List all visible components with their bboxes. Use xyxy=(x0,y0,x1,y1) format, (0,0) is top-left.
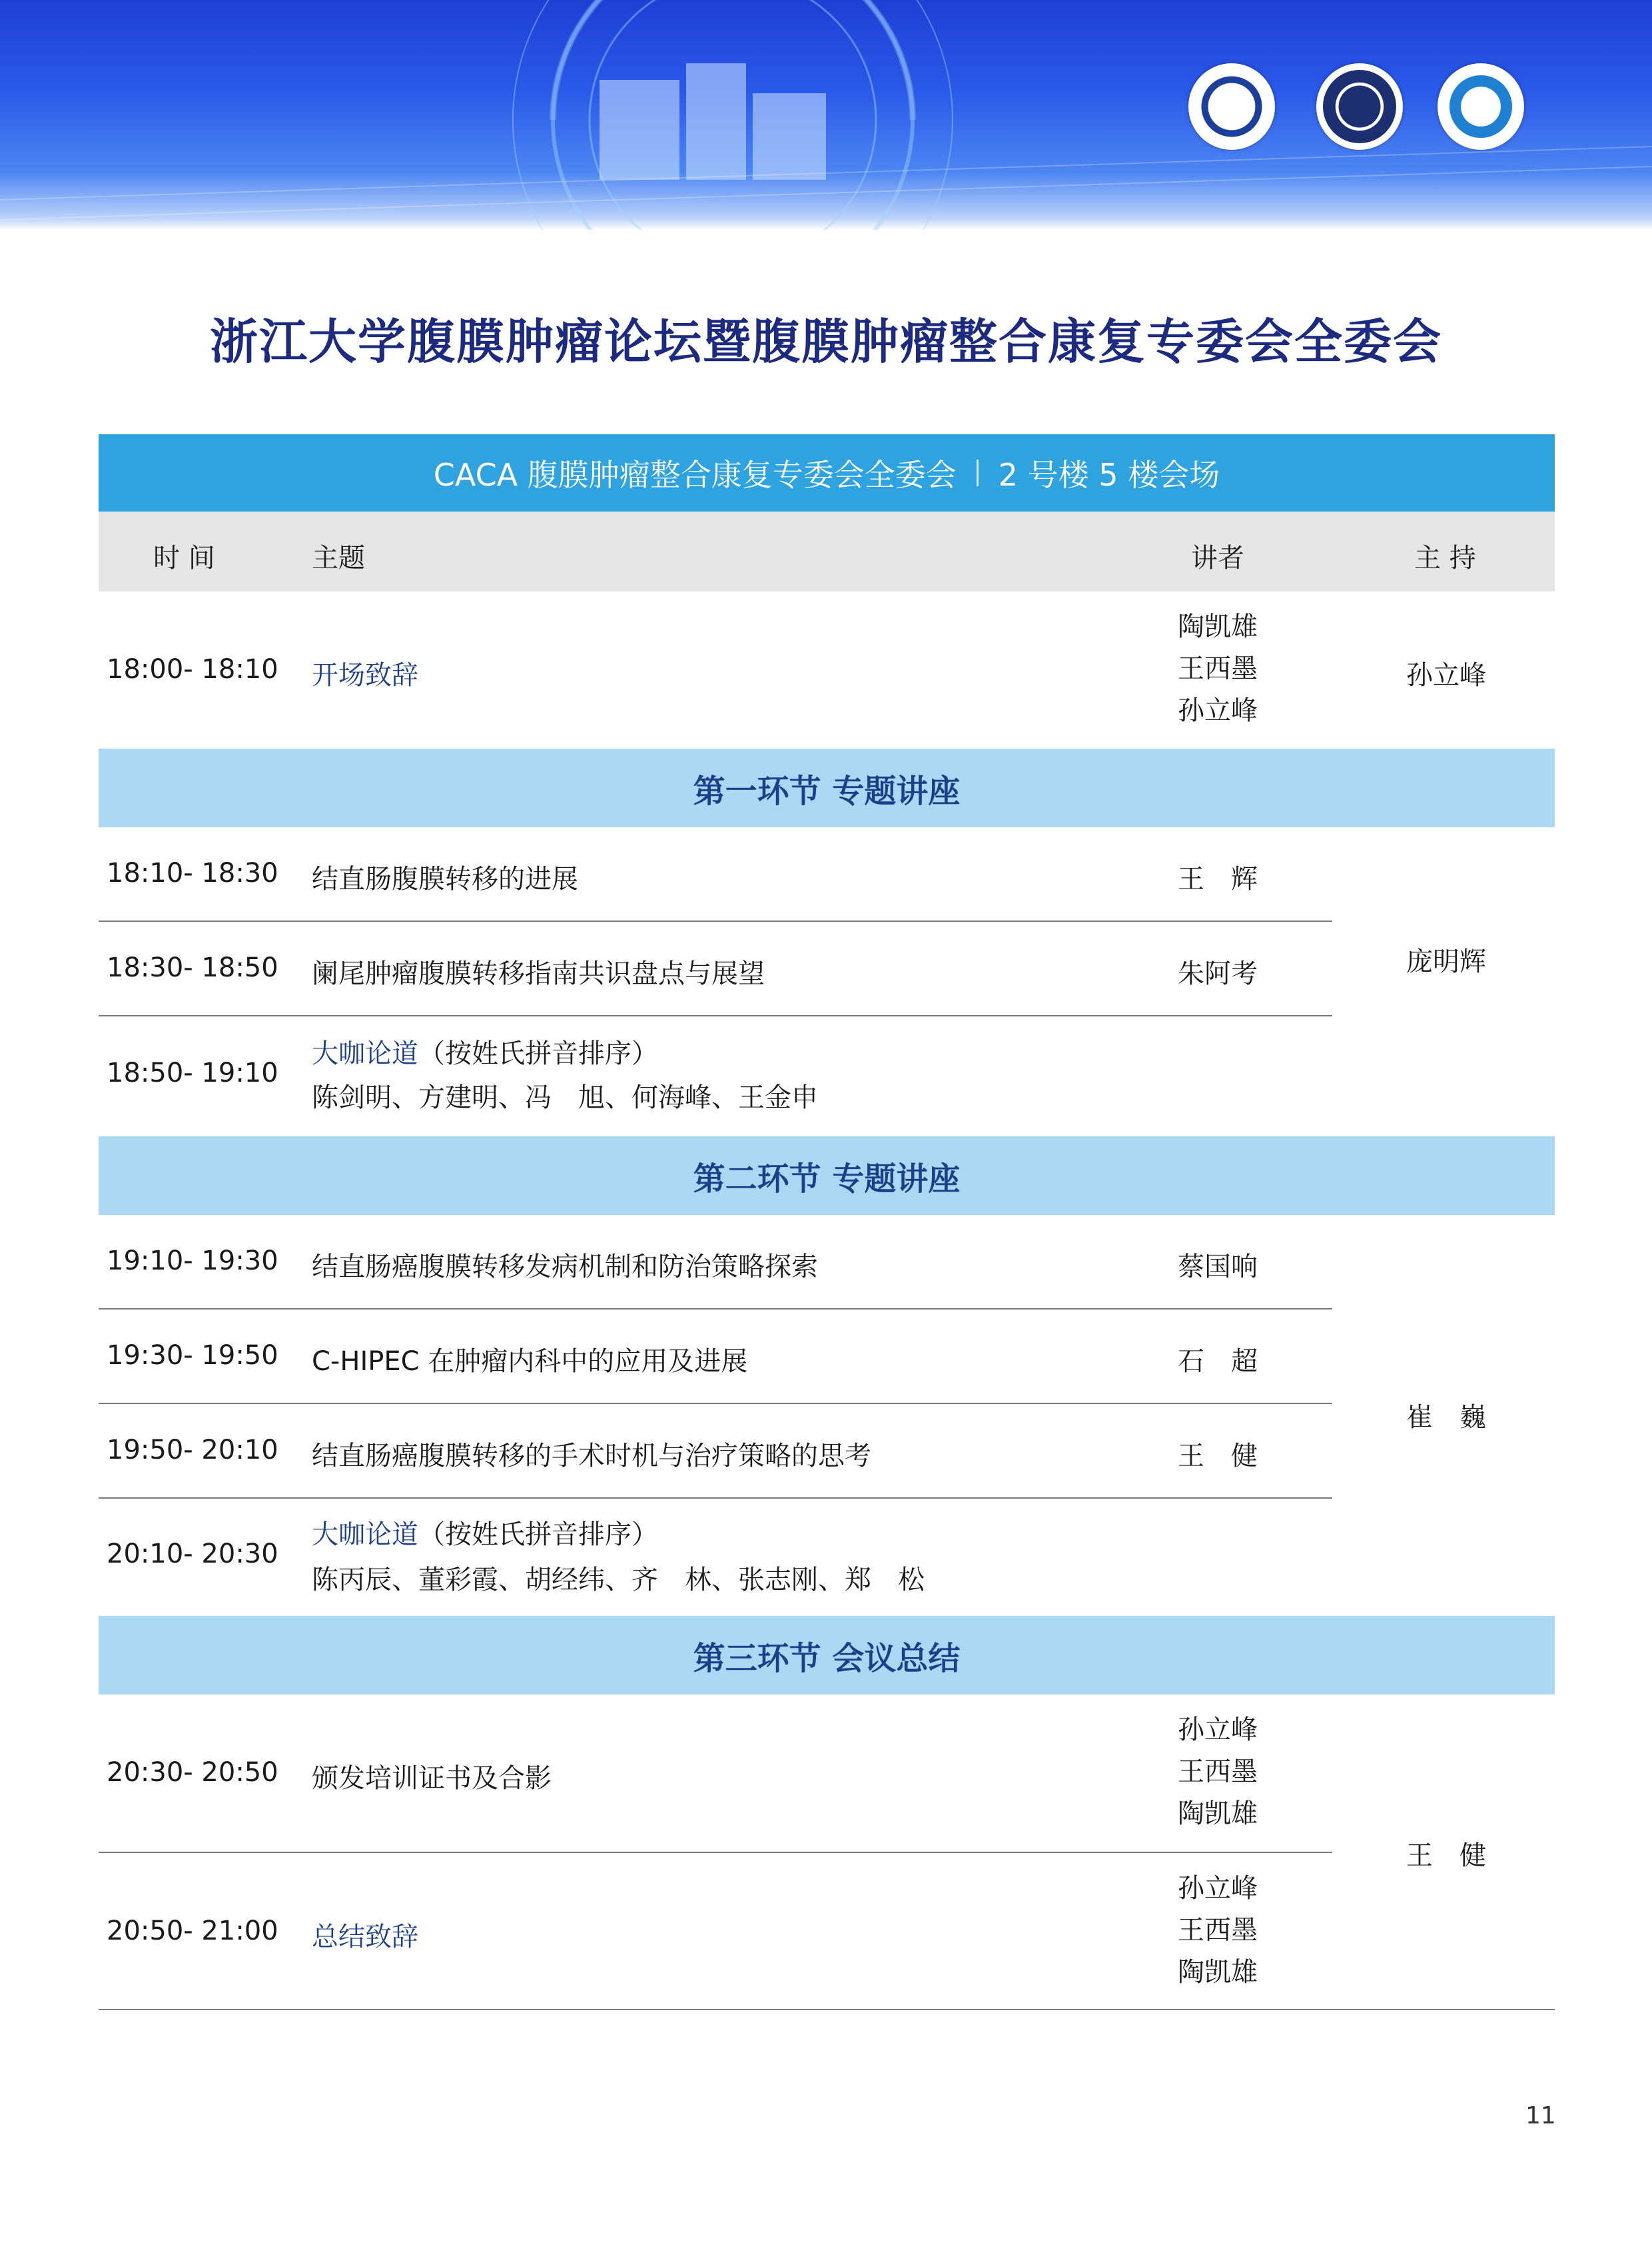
header-host: 主 持 xyxy=(1414,543,1476,573)
section-host: 崔 巍 xyxy=(1406,1402,1486,1433)
panel-row xyxy=(99,1499,1555,1616)
panel-label: 大咖论道 xyxy=(312,1038,418,1069)
row-speaker: 石 超 xyxy=(1178,1346,1258,1377)
banner-graphic xyxy=(0,0,1652,230)
speaker-name: 王西墨 xyxy=(1178,1915,1258,1946)
speaker-name: 陶凯雄 xyxy=(1178,611,1258,642)
row-time: 18:50- 19:10 xyxy=(107,1058,278,1088)
section-header: 第三环节 会议总结 xyxy=(99,1616,1555,1694)
table-row xyxy=(99,1853,1555,2009)
row-speakers xyxy=(1178,1709,1298,1835)
table-row xyxy=(99,827,1555,921)
table-row xyxy=(99,591,1555,749)
section-header: 第二环节 专题讲座 xyxy=(99,1136,1555,1215)
speaker-name: 王西墨 xyxy=(1178,1756,1258,1787)
row-time: 20:10- 20:30 xyxy=(107,1539,278,1569)
row-time: 20:50- 21:00 xyxy=(107,1916,278,1946)
header-banner xyxy=(0,0,1652,230)
panel-row xyxy=(99,1016,1555,1136)
venue-separator xyxy=(977,460,979,486)
panel-note: （按姓氏拼音排序） xyxy=(418,1519,658,1550)
row-topic: 结直肠癌腹膜转移发病机制和防治策略探索 xyxy=(312,1252,818,1282)
row-time: 19:30- 19:50 xyxy=(107,1340,278,1371)
table-bottom-border xyxy=(99,2009,1555,2010)
speaker-name: 王西墨 xyxy=(1178,653,1258,684)
row-time: 19:50- 20:10 xyxy=(107,1435,278,1465)
row-topic: 颁发培训证书及合影 xyxy=(312,1763,552,1794)
row-time: 20:30- 20:50 xyxy=(107,1757,278,1788)
row-time: 19:10- 19:30 xyxy=(107,1246,278,1276)
table-row xyxy=(99,922,1555,1015)
section-header: 第一环节 专题讲座 xyxy=(99,749,1555,827)
table-row xyxy=(99,1309,1555,1403)
section-host: 庞明辉 xyxy=(1406,946,1486,977)
row-topic: 结直肠腹膜转移的进展 xyxy=(312,864,578,895)
row-time: 18:00- 18:10 xyxy=(107,654,278,685)
panel-topic xyxy=(312,1513,658,1551)
row-speakers xyxy=(1178,606,1298,732)
panel-label: 大咖论道 xyxy=(312,1519,418,1550)
zheyi-second-hospital-logo xyxy=(1316,63,1403,150)
table-row xyxy=(99,1694,1555,1852)
page-title: 浙江大学腹膜肿瘤论坛暨腹膜肿瘤整合康复专委会全委会 xyxy=(209,314,1442,370)
header-time: 时 间 xyxy=(153,543,215,573)
page-number: 11 xyxy=(1525,2102,1556,2129)
panel-note: （按姓氏拼音排序） xyxy=(418,1038,658,1069)
row-time: 18:10- 18:30 xyxy=(107,858,278,889)
section-host: 王 健 xyxy=(1406,1840,1486,1871)
speaker-name: 孙立峰 xyxy=(1178,695,1258,726)
row-topic: C-HIPEC 在肿瘤内科中的应用及进展 xyxy=(312,1346,748,1377)
session-name: CACA 腹膜肿瘤整合康复专委会全委会 xyxy=(433,457,957,493)
zhejiang-university-logo xyxy=(1188,63,1275,150)
row-topic: 开场致辞 xyxy=(312,660,418,691)
header-topic: 主题 xyxy=(312,543,365,573)
row-speakers xyxy=(1178,1868,1298,1994)
row-topic: 阑尾肿瘤腹膜转移指南共识盘点与展望 xyxy=(312,958,765,989)
panel-topic xyxy=(312,1032,658,1070)
row-host: 孙立峰 xyxy=(1406,660,1486,691)
venue-bar xyxy=(99,434,1555,512)
panel-names: 陈剑明、方建明、冯 旭、何海峰、王金申 xyxy=(312,1082,818,1113)
speaker-name: 陶凯雄 xyxy=(1178,1957,1258,1988)
row-topic: 总结致辞 xyxy=(312,1922,418,1952)
speaker-name: 孙立峰 xyxy=(1178,1873,1258,1904)
row-time: 18:30- 18:50 xyxy=(107,952,278,983)
row-speaker: 蔡国响 xyxy=(1178,1252,1258,1282)
venue-location: 2 号楼 5 楼会场 xyxy=(998,457,1220,493)
header-speaker: 讲者 xyxy=(1191,543,1244,573)
table-header xyxy=(99,512,1555,591)
row-speaker: 朱阿考 xyxy=(1178,958,1258,989)
speaker-name: 孙立峰 xyxy=(1178,1714,1258,1745)
row-speaker: 王 健 xyxy=(1178,1441,1258,1471)
speaker-name: 陶凯雄 xyxy=(1178,1798,1258,1829)
table-row xyxy=(99,1404,1555,1497)
row-speaker: 王 辉 xyxy=(1178,864,1258,895)
caca-association-logo xyxy=(1438,63,1524,150)
panel-names: 陈丙辰、董彩霞、胡经纬、齐 林、张志刚、郑 松 xyxy=(312,1565,925,1595)
row-topic: 结直肠癌腹膜转移的手术时机与治疗策略的思考 xyxy=(312,1441,871,1471)
table-row xyxy=(99,1215,1555,1308)
